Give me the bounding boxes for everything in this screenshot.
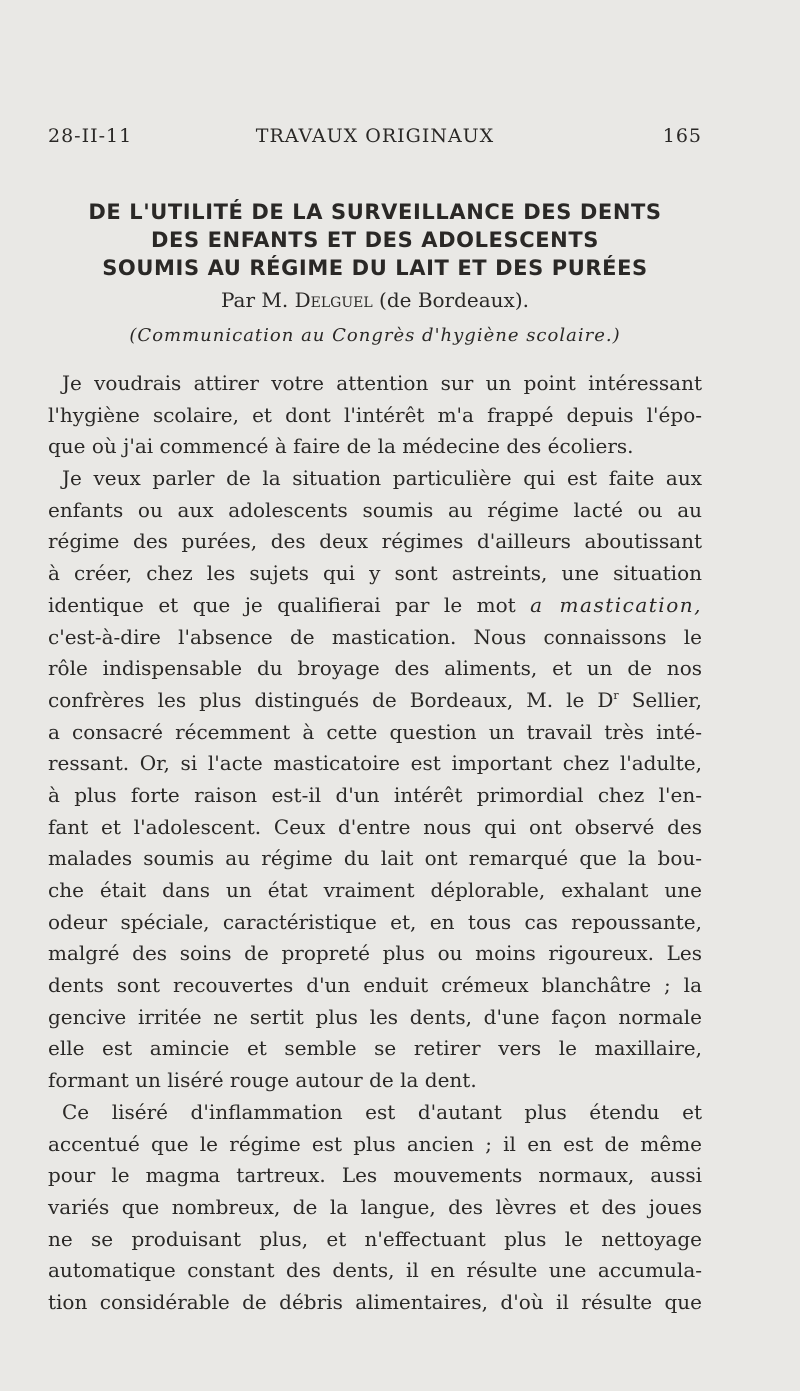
section-title: TRAVAUX ORIGINAUX bbox=[255, 125, 495, 147]
text-line: elle est amincie et semble se retirer vers le maxillaire, bbox=[48, 1036, 702, 1061]
superscript: r bbox=[613, 688, 619, 702]
text-line: ressant. Or, si l'acte masticatoire est important chez l'adulte, bbox=[48, 751, 702, 776]
text-segment: identique et que je qualifierai par le mot bbox=[48, 592, 516, 617]
text-segment: Sellier, bbox=[618, 687, 703, 712]
text-line: malgré des soins de propreté plus ou moins rigoureux. Les bbox=[48, 941, 702, 966]
text-line bbox=[48, 590, 702, 622]
title-line-1: DE L'UTILITÉ DE LA SURVEILLANCE DES DENTS bbox=[88, 200, 662, 224]
text-line: ne se produisant plus, et n'effectuant plus le nettoyage bbox=[48, 1226, 702, 1251]
text-line: automatique constant des dents, il en résulte une accumula- bbox=[48, 1258, 702, 1283]
text-line bbox=[48, 685, 702, 717]
communication-note: (Communication au Congrès d'hygiène scolaire.) bbox=[129, 325, 621, 346]
text-line: dents sont recouvertes d'un enduit crémeux blanchâtre ; la bbox=[48, 973, 702, 998]
text-line: odeur spéciale, caractéristique et, en tous cas repoussante, bbox=[48, 909, 702, 934]
text-line: enfants ou aux adolescents soumis au régime lacté ou au bbox=[48, 497, 702, 522]
title-line-2: DES ENFANTS ET DES ADOLESCENTS bbox=[150, 228, 600, 252]
author-prefix: Par M. bbox=[220, 288, 289, 312]
text-line: Je voudrais attirer votre attention sur un point intéressant bbox=[62, 371, 702, 395]
author-name: Delguel bbox=[294, 288, 373, 312]
text-line: che était dans un état vraiment déplorable, exhalant une bbox=[48, 878, 702, 902]
author-line bbox=[48, 288, 702, 312]
text-line: pour le magma tartreux. Les mouvements normaux, aussi bbox=[48, 1163, 702, 1188]
text-line: régime des purées, des deux régimes d'ailleurs aboutissant bbox=[48, 529, 702, 554]
page-number: 165 bbox=[662, 125, 702, 147]
text-line: Je veux parler de la situation particulière qui est faite aux bbox=[62, 466, 702, 491]
text-line: à créer, chez les sujets qui y sont astreints, une situation bbox=[48, 561, 702, 586]
text-line: à plus forte raison est-il d'un intérêt primordial chez l'en- bbox=[48, 782, 702, 807]
article-title bbox=[48, 198, 702, 282]
title-line-3: SOUMIS AU RÉGIME DU LAIT ET DES PURÉES bbox=[102, 256, 648, 280]
text-segment: confrères les plus distingués de Bordeaux, M. le D bbox=[48, 687, 614, 712]
issue-date: 28-II-11 bbox=[48, 125, 133, 147]
text-line: malades soumis au régime du lait ont remarqué que la bou- bbox=[48, 846, 702, 871]
text-line: que où j'ai commencé à faire de la médecine des écoliers. bbox=[48, 434, 634, 459]
text-line: rôle indispensable du broyage des aliments, et un de nos bbox=[48, 656, 702, 681]
text-line: a consacré récemment à cette question un travail très inté- bbox=[48, 719, 702, 744]
text-line: tion considérable de débris alimentaires, d'où il résulte que bbox=[48, 1289, 702, 1314]
running-header bbox=[48, 125, 702, 159]
text-line: accentué que le régime est plus ancien ; il en est de même bbox=[48, 1131, 702, 1156]
text-line: gencive irritée ne sertit plus les dents, d'une façon normale bbox=[48, 1004, 702, 1029]
text-line: Ce liséré d'inflammation est d'autant plus étendu et bbox=[62, 1099, 702, 1124]
text-line: fant et l'adolescent. Ceux d'entre nous qui ont observé des bbox=[48, 814, 702, 839]
article-body bbox=[48, 368, 702, 1319]
text-line: l'hygiène scolaire, et dont l'intérêt m'a frappé depuis l'épo- bbox=[48, 402, 702, 427]
emphasized-term: a mastication, bbox=[530, 592, 702, 617]
author-origin: (de Bordeaux). bbox=[379, 288, 529, 312]
text-line: formant un liséré rouge autour de la dent. bbox=[48, 1068, 477, 1093]
text-line: variés que nombreux, de la langue, des lèvres et des joues bbox=[48, 1194, 702, 1219]
text-line: c'est-à-dire l'absence de mastication. Nous connaissons le bbox=[48, 624, 702, 649]
